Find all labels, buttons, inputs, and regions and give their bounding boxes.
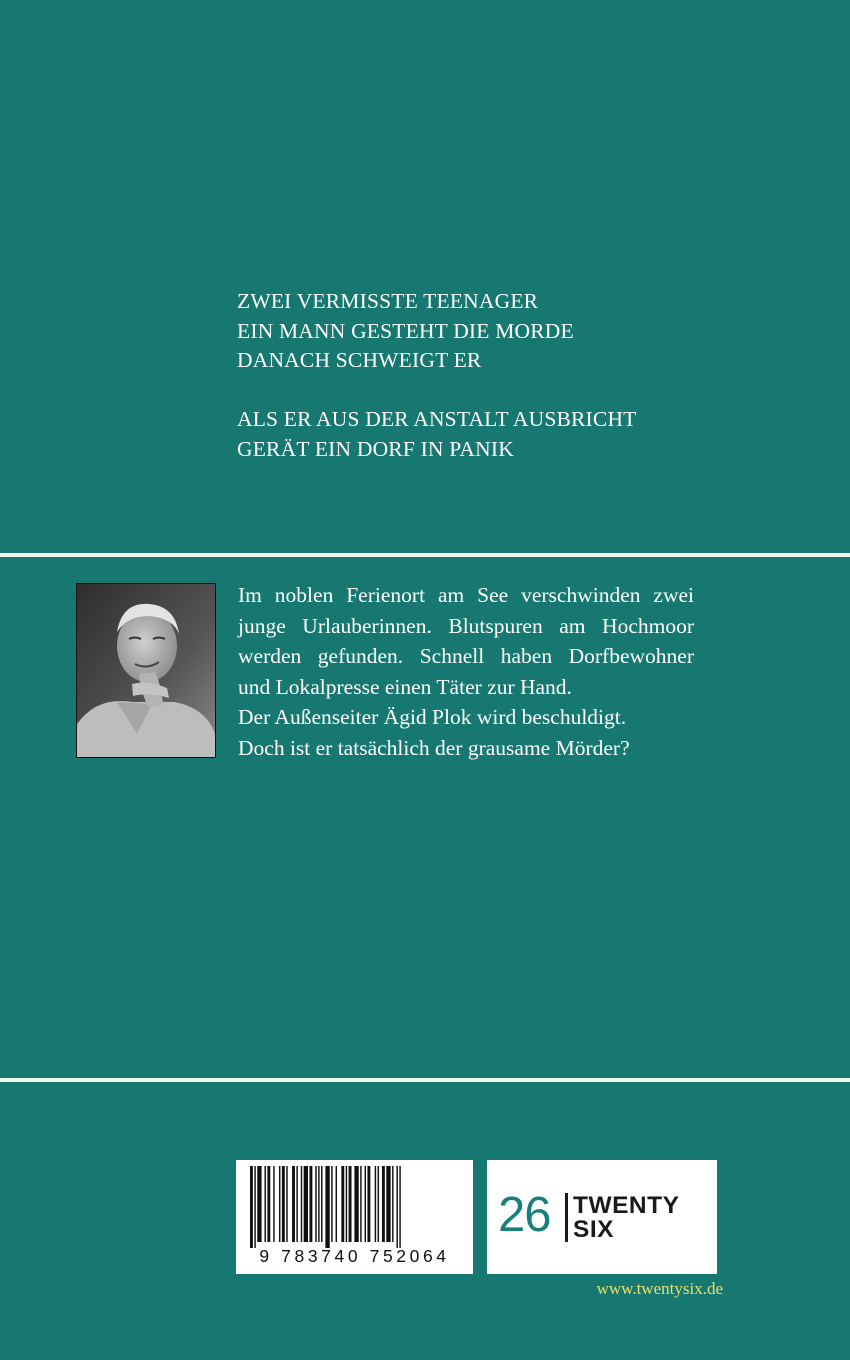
barcode-bar <box>386 1166 390 1242</box>
barcode-bar <box>267 1166 270 1242</box>
divider-bottom <box>0 1078 850 1082</box>
logo-word-top: TWENTY <box>573 1192 680 1219</box>
blurb-line: junge Urlauberinnen. Blutspuren am Hochmoor <box>238 613 694 638</box>
logo-number: 26 <box>498 1188 551 1242</box>
barcode-bar <box>399 1166 400 1248</box>
barcode-bar <box>286 1166 287 1242</box>
blurb-text <box>238 580 694 764</box>
barcode-bar <box>349 1166 352 1242</box>
barcode-bar <box>282 1166 285 1242</box>
barcode-bar <box>354 1166 358 1242</box>
barcode-bar <box>309 1166 312 1242</box>
author-photo <box>76 583 216 758</box>
barcode-bar <box>257 1166 261 1242</box>
barcode-bar <box>346 1166 347 1242</box>
barcode-bar <box>273 1166 274 1242</box>
barcode-bar <box>341 1166 344 1242</box>
barcode-bar <box>365 1166 366 1242</box>
barcode-bar <box>392 1166 393 1242</box>
tagline-line: ZWEI VERMISSTE TEENAGER <box>237 289 539 313</box>
isbn-barcode <box>236 1160 473 1274</box>
logo-word-bottom: SIX <box>573 1216 614 1243</box>
barcode-bar <box>325 1166 329 1248</box>
tagline-block <box>237 287 637 464</box>
author-portrait-image <box>77 584 215 757</box>
barcode-bar <box>279 1166 280 1242</box>
tagline-line: DANACH SCHWEIGT ER <box>237 348 482 372</box>
barcode-bar <box>250 1166 253 1248</box>
barcode-bar <box>375 1166 376 1242</box>
barcode-bar <box>265 1166 266 1242</box>
barcode-bar <box>331 1166 332 1242</box>
tagline-line: ALS ER AUS DER ANSTALT AUSBRICHT <box>237 407 637 431</box>
blurb-line: Im noblen Ferienort am See verschwinden zwei <box>238 583 694 607</box>
barcode-bar <box>292 1166 295 1242</box>
blurb-line: werden gefunden. Schnell haben Dorfbewohner <box>238 644 694 669</box>
tagline-line: EIN MANN GESTEHT DIE MORDE <box>237 318 574 343</box>
barcode-bar <box>315 1166 316 1242</box>
barcode-bar <box>254 1166 255 1248</box>
barcode-bar <box>396 1166 397 1248</box>
barcode-bar <box>296 1166 297 1242</box>
barcode-bar <box>367 1166 370 1242</box>
barcode-bar <box>382 1166 385 1242</box>
blurb-line: Doch ist er tatsächlich der grausame Mörder? <box>238 735 630 760</box>
barcode-bar <box>360 1166 361 1242</box>
barcode-bar <box>304 1166 308 1242</box>
divider-top <box>0 553 850 557</box>
publisher-logo <box>487 1160 717 1274</box>
barcode-bars <box>236 1160 473 1248</box>
publisher-url: www.twentysix.de <box>596 1279 723 1298</box>
tagline-line: GERÄT EIN DORF IN PANIK <box>237 436 514 461</box>
barcode-bar <box>321 1166 322 1242</box>
isbn-number: 9 783740 752064 <box>259 1246 450 1266</box>
barcode-bar <box>318 1166 319 1242</box>
blurb-line: und Lokalpresse einen Täter zur Hand. <box>238 674 572 699</box>
barcode-bar <box>378 1166 379 1242</box>
logo-divider <box>565 1193 568 1242</box>
blurb-line: Der Außenseiter Ägid Plok wird beschuldigt. <box>238 705 627 730</box>
barcode-bar <box>336 1166 337 1242</box>
barcode-bar <box>301 1166 302 1242</box>
tagline-spacer <box>237 376 637 406</box>
